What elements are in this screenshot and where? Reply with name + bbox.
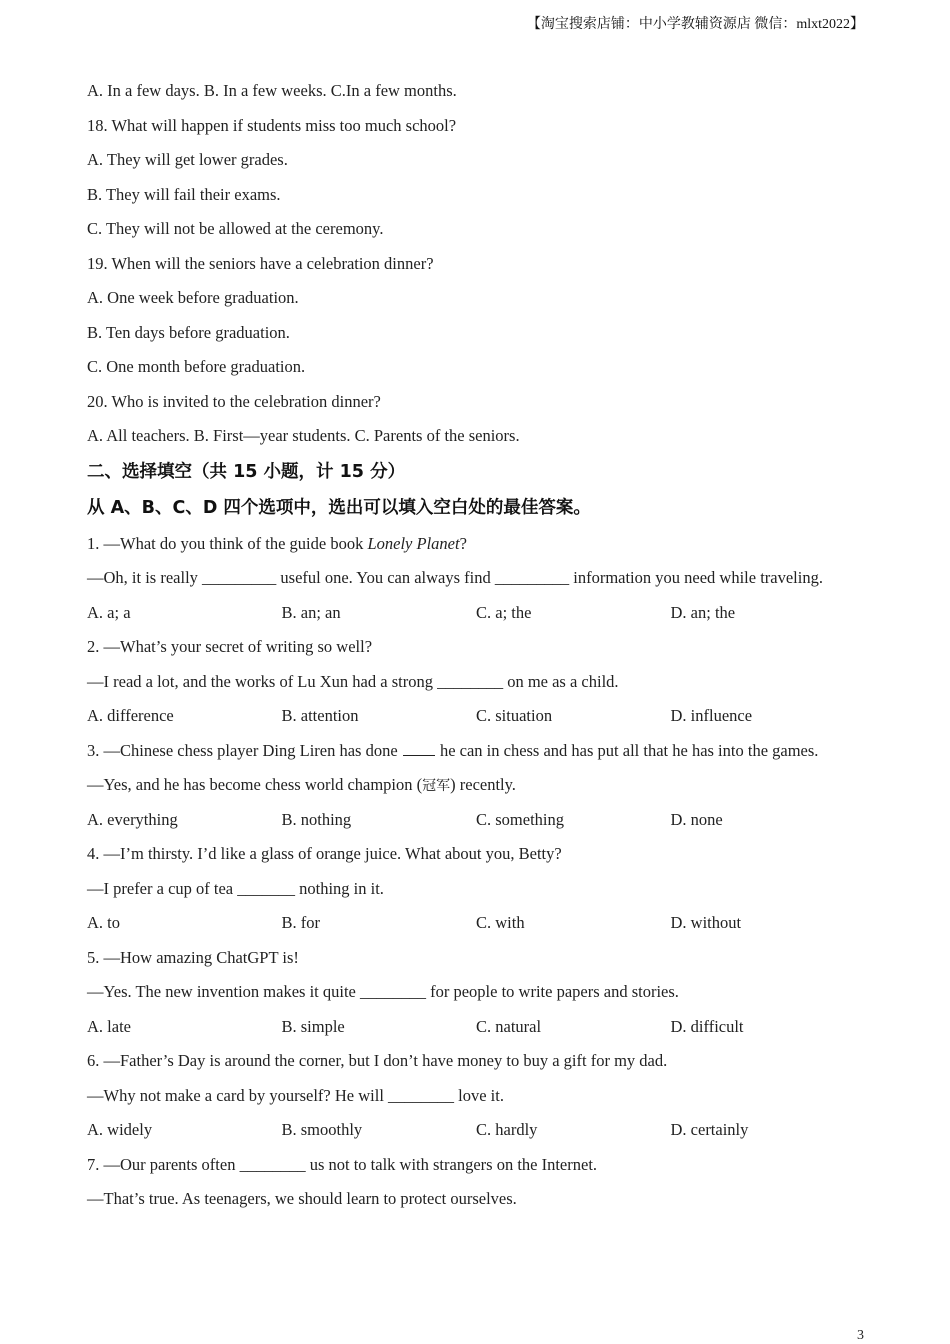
option-a: A. to <box>87 913 120 932</box>
option-a: A. late <box>87 1016 131 1036</box>
option-b: B. simple <box>281 1016 345 1036</box>
question-6-prompt: 6. —Father’s Day is around the corner, but I don’t have money to buy a gift for my dad. <box>87 1051 668 1070</box>
q19-option-b: B. Ten days before graduation. <box>87 322 290 342</box>
option-d: D. an; the <box>670 602 736 622</box>
option-a: A. difference <box>87 706 174 725</box>
question-3-reply <box>87 768 887 803</box>
option-b: B. for <box>281 913 320 932</box>
question-2-options <box>87 699 887 734</box>
question-3-reply-end: ) recently. <box>450 775 516 794</box>
question-4-prompt: 4. —I’m thirsty. I’d like a glass of orange juice. What about you, Betty? <box>87 844 562 863</box>
q19-option-c: C. One month before graduation. <box>87 357 306 376</box>
option-c: C. situation <box>476 706 553 725</box>
option-b: B. an; an <box>281 602 341 622</box>
option-c: C. natural <box>476 1016 542 1036</box>
section-title: 二、选择填空（共 15 小题，计 15 分） <box>87 461 406 482</box>
question-2-reply: —I read a lot, and the works of Lu Xun had a strong ________ on me as a child. <box>87 671 619 691</box>
q20-options: A. All teachers. B. First—year students. C. Parents of the seniors. <box>87 426 520 445</box>
option-c: C. with <box>476 913 525 932</box>
option-d: D. none <box>670 809 723 829</box>
question-6-reply: —Why not make a card by yourself? He will ________ love it. <box>87 1085 504 1105</box>
option-d: D. influence <box>670 706 753 725</box>
question-2-prompt: 2. —What’s your secret of writing so well? <box>87 637 373 656</box>
question-3-prompt-text: 3. —Chinese chess player Ding Liren has done <box>87 740 402 760</box>
option-c: C. something <box>476 809 565 829</box>
question-3-reply-text: —Yes, and he has become chess world champion ( <box>87 775 423 794</box>
option-a: A. everything <box>87 809 178 829</box>
section-instruction: 从 A、B、C、D 四个选项中，选出可以填入空白处的最佳答案。 <box>87 498 591 518</box>
q18-option-b: B. They will fail their exams. <box>87 184 281 204</box>
q20-text: 20. Who is invited to the celebration dinner? <box>87 391 381 411</box>
option-d: D. certainly <box>670 1120 749 1139</box>
q17-options: A. In a few days. B. In a few weeks. C.In a few months. <box>87 81 457 100</box>
option-c: C. a; the <box>476 602 532 622</box>
question-1-prompt-end: ? <box>459 533 467 553</box>
question-1-prompt <box>87 527 887 562</box>
question-5-options <box>87 1010 887 1045</box>
question-6-options <box>87 1113 887 1148</box>
q18-text: 18. What will happen if students miss too much school? <box>87 115 457 135</box>
option-b: B. attention <box>281 706 359 725</box>
question-1-options <box>87 596 887 631</box>
option-b: B. nothing <box>281 809 352 829</box>
q18-option-c: C. They will not be allowed at the ceremony. <box>87 219 384 238</box>
question-7-prompt: 7. —Our parents often ________ us not to talk with strangers on the Internet. <box>87 1154 598 1174</box>
question-7-reply: —That’s true. As teenagers, we should learn to protect ourselves. <box>87 1189 517 1208</box>
option-d: D. difficult <box>670 1016 744 1036</box>
option-a: A. widely <box>87 1120 153 1139</box>
chinese-gloss: 冠军 <box>422 778 451 794</box>
answer-blank <box>403 741 435 756</box>
page-header: 【淘宝搜索店铺：中小学教辅资源店 微信：mlxt2022】 <box>526 17 864 32</box>
q19-option-a: A. One week before graduation. <box>87 288 299 307</box>
book-title: Lonely Planet <box>367 533 460 553</box>
option-a: A. a; a <box>87 602 131 622</box>
page-number: 3 <box>857 1328 864 1343</box>
option-c: C. hardly <box>476 1120 538 1139</box>
question-1-reply: —Oh, it is really _________ useful one. You can always find _________ information you need while traveling. <box>87 568 823 587</box>
question-4-reply: —I prefer a cup of tea _______ nothing in it. <box>87 878 384 898</box>
question-5-reply: —Yes. The new invention makes it quite ________ for people to write papers and stories. <box>87 982 679 1001</box>
question-3-prompt-end: he can in chess and has put all that he has into the games. <box>435 740 819 760</box>
question-3-options <box>87 803 887 838</box>
option-d: D. without <box>670 913 742 932</box>
question-1-prompt-text: 1. —What do you think of the guide book <box>87 533 368 553</box>
q19-text: 19. When will the seniors have a celebration dinner? <box>87 253 434 273</box>
document-body <box>87 74 887 1217</box>
q18-option-a: A. They will get lower grades. <box>87 150 288 169</box>
question-5-prompt: 5. —How amazing ChatGPT is! <box>87 947 299 967</box>
question-4-options <box>87 906 887 941</box>
option-b: B. smoothly <box>281 1120 363 1139</box>
question-3-prompt <box>87 734 887 769</box>
